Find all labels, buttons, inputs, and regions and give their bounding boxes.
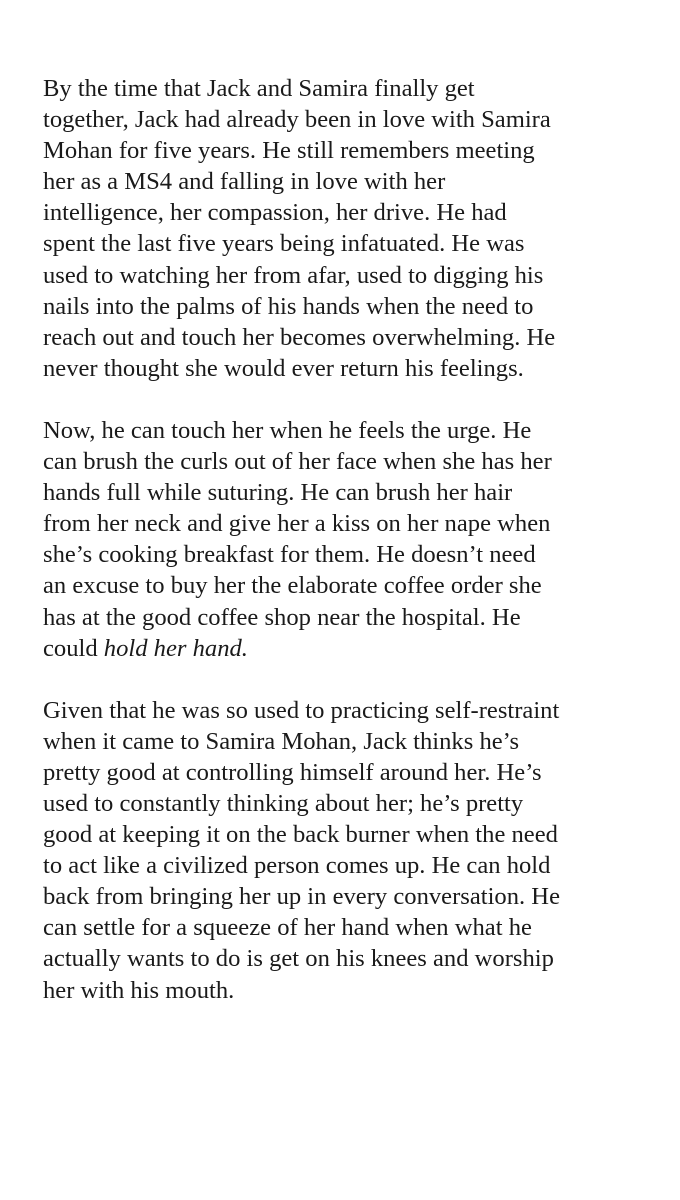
text-line: her as a MS4 and falling in love with her <box>43 168 446 196</box>
text-line: from her neck and give her a kiss on her nape when <box>43 510 551 538</box>
text-line: back from bringing her up in every conversation. He <box>43 883 560 911</box>
paragraph-1 <box>43 73 673 384</box>
text-line: actually wants to do is get on his knees and worship <box>43 945 554 973</box>
paragraph-2 <box>43 415 673 664</box>
text-line: has at the good coffee shop near the hospital. He <box>43 603 521 631</box>
text-line-prefix: could <box>43 634 104 662</box>
text-line: together, Jack had already been in love with Samira <box>43 106 551 134</box>
text-line: can brush the curls out of her face when she has her <box>43 448 552 476</box>
text-line: she’s cooking breakfast for them. He doesn’t need <box>43 541 536 569</box>
text-line: pretty good at controlling himself around her. He’s <box>43 758 542 786</box>
text-line: Mohan for five years. He still remembers meeting <box>43 137 535 165</box>
text-line: never thought she would ever return his feelings. <box>43 354 524 382</box>
text-line: Given that he was so used to practicing self-restraint <box>43 696 560 724</box>
text-line: nails into the palms of his hands when the need to <box>43 292 534 320</box>
text-line <box>43 633 673 664</box>
text-line: spent the last five years being infatuated. He was <box>43 230 525 258</box>
text-line: good at keeping it on the back burner when the need <box>43 821 558 849</box>
story-text <box>43 73 673 1006</box>
text-line: to act like a civilized person comes up. He can hold <box>43 852 551 880</box>
text-line: Now, he can touch her when he feels the urge. He <box>43 416 532 444</box>
text-line: can settle for a squeeze of her hand when what he <box>43 914 532 942</box>
text-line: hands full while suturing. He can brush her hair <box>43 479 513 507</box>
text-line: used to constantly thinking about her; he’s pretty <box>43 789 524 817</box>
text-line: her with his mouth. <box>43 976 235 1004</box>
text-line: intelligence, her compassion, her drive. He had <box>43 199 507 227</box>
text-line: reach out and touch her becomes overwhelming. He <box>43 323 556 351</box>
text-line: By the time that Jack and Samira finally get <box>43 75 475 102</box>
italic-phrase: hold her hand. <box>103 634 248 662</box>
text-line: an excuse to buy her the elaborate coffee order she <box>43 572 542 600</box>
text-line: when it came to Samira Mohan, Jack thinks he’s <box>43 727 520 755</box>
text-line: used to watching her from afar, used to digging his <box>43 261 544 289</box>
paragraph-3 <box>43 695 673 1006</box>
